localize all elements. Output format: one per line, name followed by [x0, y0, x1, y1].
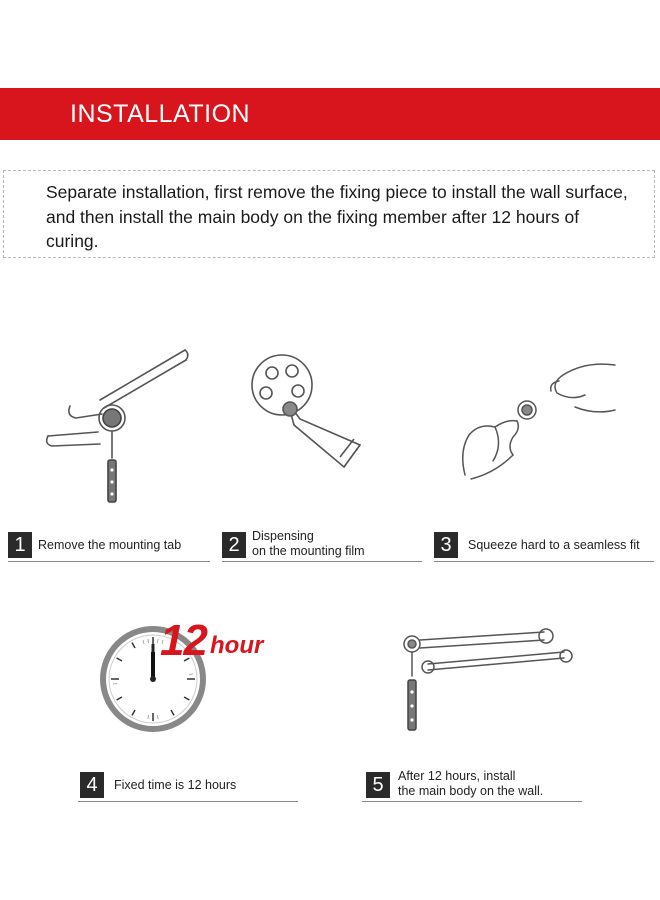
- installation-note: [3, 170, 655, 258]
- step-label: Fixed time is 12 hours: [114, 778, 237, 792]
- step-label: Remove the mounting tab: [38, 538, 182, 552]
- installation-banner: [0, 88, 660, 140]
- install-body-illustration: [398, 620, 578, 736]
- remove-tab-illustration: [40, 340, 200, 520]
- step-divider: [222, 561, 422, 562]
- step-divider: [8, 561, 210, 562]
- step-label-line2: on the mounting film: [252, 544, 365, 558]
- step-divider: [362, 801, 582, 802]
- clock-hours-unit: hour: [210, 632, 264, 659]
- note-text: Separate installation, first remove the fixing piece to install the wall surface, and then install the main body on the fixing member after 12 hours of curing.: [46, 182, 628, 251]
- step-divider: [78, 801, 298, 802]
- page-title: INSTALLATION: [70, 100, 251, 128]
- step-number-badge: 3: [434, 532, 458, 558]
- step-number-badge: 4: [80, 772, 104, 798]
- step-number-badge: 2: [222, 532, 246, 558]
- step-divider: [434, 561, 654, 562]
- step-number-badge: 1: [8, 532, 32, 558]
- dispensing-illustration: [240, 345, 370, 475]
- step-label: Dispensing: [252, 529, 314, 543]
- step-number-badge: 5: [366, 772, 390, 798]
- step-label-line2: the main body on the wall.: [398, 784, 544, 798]
- step-label: After 12 hours, install: [398, 769, 516, 783]
- squeeze-illustration: [455, 355, 625, 485]
- step-label: Squeeze hard to a seamless fit: [468, 538, 640, 552]
- clock-hours-number: 12: [160, 616, 207, 665]
